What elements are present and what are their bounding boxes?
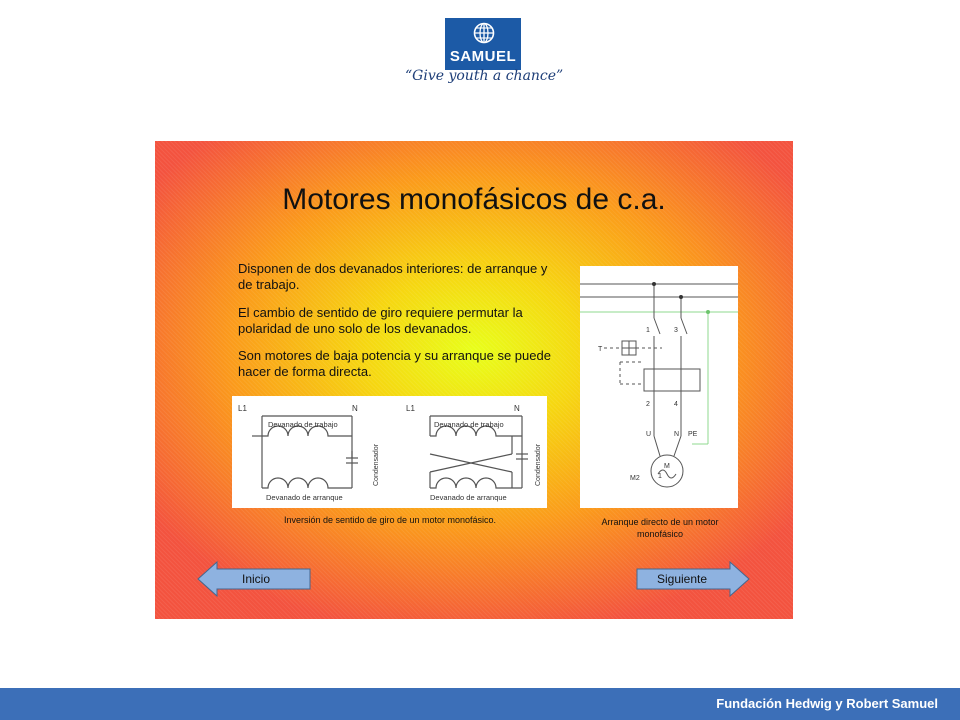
tagline [405,68,565,96]
bullet-text: Disponen de dos devanados interiores: de arranque y de trabajo. [238,261,548,292]
starter-schematic [580,266,738,508]
globe-icon [473,22,495,44]
schematic-label-pe: PE [688,431,698,438]
schematic-label-3: 3 [674,327,678,334]
schematic-label-m2: M2 [630,475,640,482]
schematic-label-u: U [646,431,652,438]
winding-top-label-left: Devanado de trabajo [268,420,338,429]
windings-svg [232,396,547,508]
inicio-button[interactable] [197,561,312,597]
schematic-label-n: N [674,431,680,438]
winding-bottom-label-left: Devanado de arranque [266,493,343,502]
footer [0,688,960,720]
tagline-text: “Give youth a chance” [405,68,564,84]
schematic-label-4: 4 [674,401,678,408]
winding-top-label-right: Devanado de trabajo [434,420,504,429]
schematic-label-2: 2 [646,401,650,408]
motor-label-1: 1 [658,473,662,480]
logo-text: SAMUEL [449,48,517,65]
schematic-caption: Arranque directo de un motor monofásico [601,517,719,539]
schematic-svg [580,266,738,508]
siguiente-button[interactable] [636,561,751,597]
windings-diagram [232,396,547,508]
slide [155,141,793,619]
bullet-text: El cambio de sentido de giro requiere permutar la polaridad de uno solo de los devanados. [238,305,523,336]
winding-l1-right: L1 [406,404,415,413]
footer-text: Fundación Hedwig y Robert Samuel [716,696,938,711]
windings-caption: Inversión de sentido de giro de un motor monofásico. [283,515,497,525]
winding-l1-left: L1 [238,404,247,413]
siguiente-label: Siguiente [657,572,708,586]
samuel-logo [445,18,521,70]
winding-cap-label-left: Condensador [373,443,380,486]
winding-n-right: N [514,404,520,413]
motor-label-m: M [664,463,670,470]
winding-cap-label-right: Condensador [535,443,542,486]
winding-n-left: N [352,404,358,413]
schematic-label-1: 1 [646,327,650,334]
winding-bottom-label-right: Devanado de arranque [430,493,507,502]
schematic-label-t: T [598,346,603,353]
slide-title: Motores monofásicos de c.a. [282,183,666,216]
inicio-label: Inicio [242,572,271,586]
bullet-text: Son motores de baja potencia y su arranque se puede hacer de forma directa. [238,348,551,379]
